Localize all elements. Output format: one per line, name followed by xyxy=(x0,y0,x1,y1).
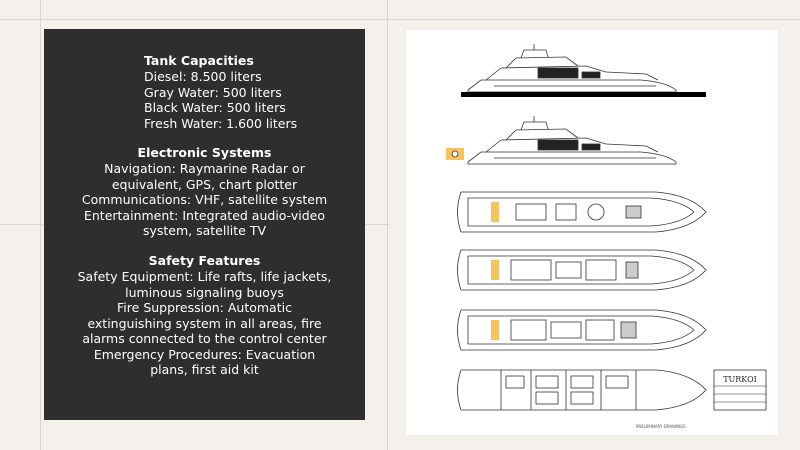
spec-line: Black Water: 500 liters xyxy=(144,100,286,115)
spec-line: alarms connected to the control center xyxy=(82,331,327,346)
guide-line-vertical-left xyxy=(40,0,41,450)
yacht-plan-lower-deck xyxy=(458,310,707,350)
specifications-panel xyxy=(44,29,365,420)
yacht-plans-svg xyxy=(406,30,778,435)
spec-line: Gray Water: 500 liters xyxy=(144,84,282,100)
spec-line: extinguishing system in all areas, fire xyxy=(87,315,322,331)
tank-capacities-section xyxy=(144,53,324,131)
spec-line: Emergency Procedures: Evacuation xyxy=(93,346,316,362)
electronic-systems-section xyxy=(44,145,365,239)
spec-line: equivalent, GPS, chart plotter xyxy=(111,176,298,192)
spec-line: Fresh Water: 1.600 liters xyxy=(144,115,298,131)
yacht-plan-main-deck xyxy=(458,250,707,290)
spec-line: luminous signaling buoys xyxy=(125,284,284,300)
yacht-profile-view-2 xyxy=(446,116,676,164)
tender-accent xyxy=(446,148,464,160)
section-title: Safety Features xyxy=(148,253,261,268)
yacht-drawings-sheet xyxy=(405,29,779,436)
spec-line: Entertainment: Integrated audio-video xyxy=(83,207,325,223)
logo-text: TURKOI xyxy=(723,375,757,384)
yacht-plan-cabin-deck xyxy=(458,370,707,410)
spec-line: Safety Equipment: Life rafts, life jackets, xyxy=(77,269,332,284)
yacht-plan-flybridge xyxy=(458,192,707,232)
footer-label: PRELIMINARY DRAWINGS xyxy=(636,424,686,429)
safety-features-section xyxy=(44,253,365,378)
spec-line: Fire Suppression: Automatic xyxy=(117,300,292,315)
waterline-bar xyxy=(461,92,706,97)
section-title: Electronic Systems xyxy=(137,145,272,160)
guide-line-vertical-right xyxy=(387,0,388,450)
spec-line: Diesel: 8.500 liters xyxy=(144,69,262,84)
spec-line: system, satellite TV xyxy=(142,223,267,238)
guide-line-horizontal-top xyxy=(0,19,800,20)
spec-line: plans, first aid kit xyxy=(150,362,259,377)
spec-line: Communications: VHF, satellite system xyxy=(81,192,328,207)
spec-line: Navigation: Raymarine Radar or xyxy=(104,161,305,176)
section-title: Tank Capacities xyxy=(144,53,254,68)
title-block-stamp xyxy=(714,370,766,410)
yacht-profile-view-1 xyxy=(461,44,706,97)
